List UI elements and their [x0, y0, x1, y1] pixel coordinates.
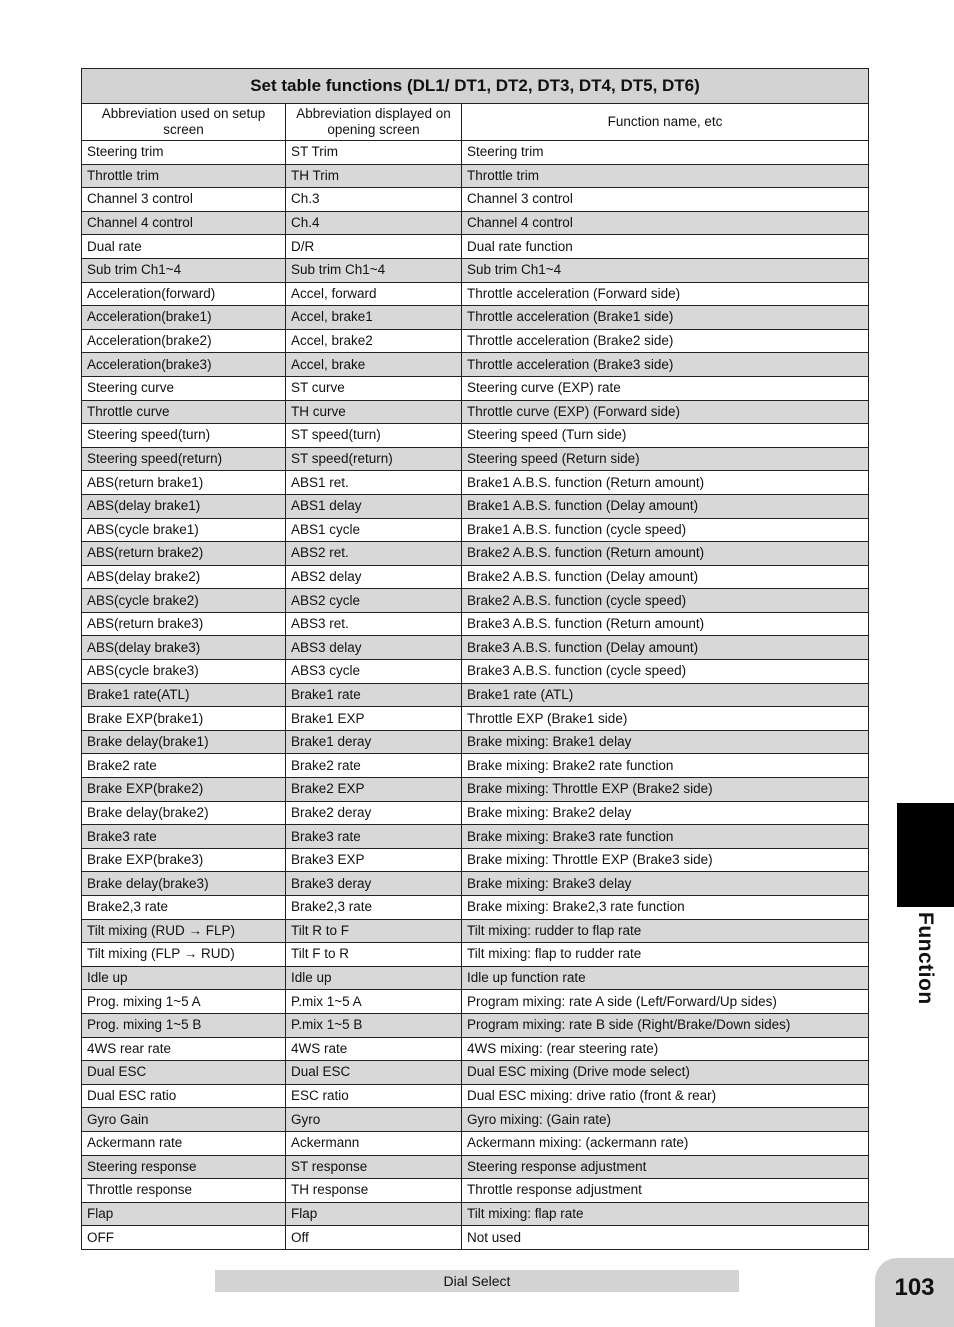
- footer-section-label: Dial Select: [215, 1270, 739, 1292]
- cell-opening-abbreviation: 4WS rate: [286, 1037, 462, 1061]
- table-row: [82, 990, 869, 1014]
- cell-setup-abbreviation: Brake2,3 rate: [82, 896, 286, 920]
- cell-opening-abbreviation: Accel, forward: [286, 282, 462, 306]
- header-opening-abbreviation: Abbreviation displayed on opening screen: [286, 104, 462, 141]
- table-row: [82, 141, 869, 165]
- cell-function-name: Brake2 A.B.S. function (Delay amount): [462, 565, 869, 589]
- cell-function-name: Not used: [462, 1226, 869, 1250]
- cell-setup-abbreviation: Dual ESC ratio: [82, 1084, 286, 1108]
- cell-opening-abbreviation: Brake3 deray: [286, 872, 462, 896]
- table-row: [82, 258, 869, 282]
- table-title: Set table functions (DL1/ DT1, DT2, DT3, DT4, DT5, DT6): [82, 69, 869, 104]
- cell-setup-abbreviation: Sub trim Ch1~4: [82, 258, 286, 282]
- cell-setup-abbreviation: Steering trim: [82, 141, 286, 165]
- cell-setup-abbreviation: Gyro Gain: [82, 1108, 286, 1132]
- cell-function-name: Gyro mixing: (Gain rate): [462, 1108, 869, 1132]
- table-row: [82, 235, 869, 259]
- cell-opening-abbreviation: Brake1 deray: [286, 730, 462, 754]
- table-row: [82, 211, 869, 235]
- cell-opening-abbreviation: Brake2 rate: [286, 754, 462, 778]
- cell-setup-abbreviation: ABS(cycle brake1): [82, 518, 286, 542]
- cell-opening-abbreviation: Brake2,3 rate: [286, 896, 462, 920]
- cell-function-name: Tilt mixing: rudder to flap rate: [462, 919, 869, 943]
- cell-function-name: Tilt mixing: flap rate: [462, 1202, 869, 1226]
- cell-function-name: Throttle response adjustment: [462, 1179, 869, 1203]
- table-row: [82, 1061, 869, 1085]
- cell-function-name: Steering curve (EXP) rate: [462, 376, 869, 400]
- table-row: [82, 730, 869, 754]
- cell-opening-abbreviation: ST curve: [286, 376, 462, 400]
- cell-opening-abbreviation: D/R: [286, 235, 462, 259]
- cell-opening-abbreviation: ABS1 cycle: [286, 518, 462, 542]
- cell-opening-abbreviation: Accel, brake1: [286, 306, 462, 330]
- cell-setup-abbreviation: Prog. mixing 1~5 B: [82, 1013, 286, 1037]
- cell-setup-abbreviation: Channel 4 control: [82, 211, 286, 235]
- cell-function-name: Brake mixing: Brake1 delay: [462, 730, 869, 754]
- table-row: [82, 1226, 869, 1250]
- cell-function-name: Dual ESC mixing (Drive mode select): [462, 1061, 869, 1085]
- cell-function-name: Channel 3 control: [462, 188, 869, 212]
- cell-function-name: Sub trim Ch1~4: [462, 258, 869, 282]
- table-row: [82, 1084, 869, 1108]
- cell-function-name: Brake2 A.B.S. function (Return amount): [462, 542, 869, 566]
- function-table-container: [81, 68, 868, 1250]
- table-row: [82, 919, 869, 943]
- cell-function-name: Brake mixing: Brake2 delay: [462, 801, 869, 825]
- cell-setup-abbreviation: Idle up: [82, 966, 286, 990]
- header-setup-abbreviation: Abbreviation used on setup screen: [82, 104, 286, 141]
- table-row: [82, 1179, 869, 1203]
- cell-setup-abbreviation: ABS(delay brake1): [82, 494, 286, 518]
- table-row: [82, 424, 869, 448]
- cell-opening-abbreviation: ABS2 delay: [286, 565, 462, 589]
- cell-function-name: Throttle acceleration (Forward side): [462, 282, 869, 306]
- cell-setup-abbreviation: ABS(delay brake3): [82, 636, 286, 660]
- cell-setup-abbreviation: Flap: [82, 1202, 286, 1226]
- table-row: [82, 589, 869, 613]
- cell-setup-abbreviation: ABS(return brake2): [82, 542, 286, 566]
- table-row: [82, 825, 869, 849]
- cell-opening-abbreviation: TH response: [286, 1179, 462, 1203]
- cell-function-name: Brake1 A.B.S. function (Return amount): [462, 471, 869, 495]
- table-row: [82, 754, 869, 778]
- cell-function-name: Brake mixing: Brake2 rate function: [462, 754, 869, 778]
- cell-opening-abbreviation: Flap: [286, 1202, 462, 1226]
- table-row: [82, 282, 869, 306]
- cell-function-name: Program mixing: rate A side (Left/Forward/Up sides): [462, 990, 869, 1014]
- table-row: [82, 447, 869, 471]
- cell-opening-abbreviation: ST speed(turn): [286, 424, 462, 448]
- cell-opening-abbreviation: Off: [286, 1226, 462, 1250]
- cell-opening-abbreviation: ABS3 delay: [286, 636, 462, 660]
- cell-setup-abbreviation: Channel 3 control: [82, 188, 286, 212]
- cell-setup-abbreviation: ABS(delay brake2): [82, 565, 286, 589]
- table-row: [82, 518, 869, 542]
- section-tab-marker: [897, 803, 954, 907]
- cell-setup-abbreviation: Brake2 rate: [82, 754, 286, 778]
- cell-opening-abbreviation: Accel, brake2: [286, 329, 462, 353]
- cell-function-name: Steering response adjustment: [462, 1155, 869, 1179]
- table-row: [82, 872, 869, 896]
- cell-setup-abbreviation: 4WS rear rate: [82, 1037, 286, 1061]
- table-row: [82, 494, 869, 518]
- cell-function-name: Brake1 A.B.S. function (Delay amount): [462, 494, 869, 518]
- cell-opening-abbreviation: Brake1 rate: [286, 683, 462, 707]
- cell-opening-abbreviation: Brake3 EXP: [286, 848, 462, 872]
- cell-setup-abbreviation: Throttle curve: [82, 400, 286, 424]
- cell-opening-abbreviation: Gyro: [286, 1108, 462, 1132]
- table-row: [82, 848, 869, 872]
- cell-function-name: Throttle acceleration (Brake2 side): [462, 329, 869, 353]
- cell-function-name: Dual ESC mixing: drive ratio (front & rear): [462, 1084, 869, 1108]
- cell-setup-abbreviation: Prog. mixing 1~5 A: [82, 990, 286, 1014]
- cell-opening-abbreviation: ST response: [286, 1155, 462, 1179]
- table-row: [82, 1131, 869, 1155]
- cell-function-name: Brake3 A.B.S. function (Delay amount): [462, 636, 869, 660]
- page-number: 103: [894, 1274, 935, 1301]
- cell-opening-abbreviation: Tilt R to F: [286, 919, 462, 943]
- cell-setup-abbreviation: Brake delay(brake1): [82, 730, 286, 754]
- cell-opening-abbreviation: Dual ESC: [286, 1061, 462, 1085]
- table-row: [82, 896, 869, 920]
- cell-function-name: Throttle acceleration (Brake1 side): [462, 306, 869, 330]
- header-function-name: Function name, etc: [462, 104, 869, 141]
- cell-opening-abbreviation: Brake1 EXP: [286, 707, 462, 731]
- cell-opening-abbreviation: ESC ratio: [286, 1084, 462, 1108]
- cell-opening-abbreviation: P.mix 1~5 A: [286, 990, 462, 1014]
- table-row: [82, 801, 869, 825]
- cell-setup-abbreviation: Throttle response: [82, 1179, 286, 1203]
- cell-setup-abbreviation: Brake1 rate(ATL): [82, 683, 286, 707]
- cell-opening-abbreviation: ABS1 ret.: [286, 471, 462, 495]
- cell-opening-abbreviation: Brake2 EXP: [286, 778, 462, 802]
- cell-opening-abbreviation: ABS3 ret.: [286, 612, 462, 636]
- table-body: [82, 141, 869, 1250]
- cell-setup-abbreviation: Dual ESC: [82, 1061, 286, 1085]
- table-row: [82, 400, 869, 424]
- table-row: [82, 471, 869, 495]
- table-row: [82, 636, 869, 660]
- cell-function-name: Steering trim: [462, 141, 869, 165]
- cell-opening-abbreviation: ST Trim: [286, 141, 462, 165]
- cell-setup-abbreviation: Brake EXP(brake3): [82, 848, 286, 872]
- table-row: [82, 1202, 869, 1226]
- cell-function-name: Throttle EXP (Brake1 side): [462, 707, 869, 731]
- cell-function-name: Throttle curve (EXP) (Forward side): [462, 400, 869, 424]
- cell-function-name: Throttle acceleration (Brake3 side): [462, 353, 869, 377]
- cell-function-name: Brake mixing: Throttle EXP (Brake3 side): [462, 848, 869, 872]
- cell-function-name: Brake3 A.B.S. function (cycle speed): [462, 660, 869, 684]
- table-row: [82, 1013, 869, 1037]
- cell-function-name: Brake mixing: Brake3 delay: [462, 872, 869, 896]
- cell-opening-abbreviation: Brake2 deray: [286, 801, 462, 825]
- cell-function-name: Brake1 A.B.S. function (cycle speed): [462, 518, 869, 542]
- cell-setup-abbreviation: Brake3 rate: [82, 825, 286, 849]
- cell-opening-abbreviation: Brake3 rate: [286, 825, 462, 849]
- table-row: [82, 565, 869, 589]
- cell-opening-abbreviation: ABS2 ret.: [286, 542, 462, 566]
- cell-setup-abbreviation: Acceleration(forward): [82, 282, 286, 306]
- cell-function-name: Dual rate function: [462, 235, 869, 259]
- cell-opening-abbreviation: Sub trim Ch1~4: [286, 258, 462, 282]
- cell-opening-abbreviation: TH Trim: [286, 164, 462, 188]
- cell-setup-abbreviation: OFF: [82, 1226, 286, 1250]
- cell-function-name: Brake3 A.B.S. function (Return amount): [462, 612, 869, 636]
- cell-function-name: Channel 4 control: [462, 211, 869, 235]
- table-row: [82, 306, 869, 330]
- cell-function-name: Brake1 rate (ATL): [462, 683, 869, 707]
- cell-setup-abbreviation: Steering speed(return): [82, 447, 286, 471]
- cell-opening-abbreviation: Accel, brake: [286, 353, 462, 377]
- cell-function-name: Steering speed (Return side): [462, 447, 869, 471]
- cell-function-name: Brake mixing: Brake3 rate function: [462, 825, 869, 849]
- table-row: [82, 660, 869, 684]
- cell-setup-abbreviation: Brake delay(brake2): [82, 801, 286, 825]
- cell-setup-abbreviation: Acceleration(brake1): [82, 306, 286, 330]
- cell-opening-abbreviation: Ch.3: [286, 188, 462, 212]
- cell-opening-abbreviation: ABS3 cycle: [286, 660, 462, 684]
- cell-opening-abbreviation: ST speed(return): [286, 447, 462, 471]
- table-row: [82, 1108, 869, 1132]
- table-row: [82, 329, 869, 353]
- cell-function-name: Brake2 A.B.S. function (cycle speed): [462, 589, 869, 613]
- table-row: [82, 188, 869, 212]
- cell-opening-abbreviation: Idle up: [286, 966, 462, 990]
- section-tab-label: Function: [914, 912, 937, 1005]
- cell-setup-abbreviation: Brake EXP(brake2): [82, 778, 286, 802]
- table-row: [82, 683, 869, 707]
- cell-setup-abbreviation: ABS(cycle brake3): [82, 660, 286, 684]
- table-row: [82, 966, 869, 990]
- cell-setup-abbreviation: Tilt mixing (FLP → RUD): [82, 943, 286, 967]
- cell-function-name: Throttle trim: [462, 164, 869, 188]
- cell-function-name: Tilt mixing: flap to rudder rate: [462, 943, 869, 967]
- cell-setup-abbreviation: Ackermann rate: [82, 1131, 286, 1155]
- cell-setup-abbreviation: Throttle trim: [82, 164, 286, 188]
- cell-setup-abbreviation: Steering speed(turn): [82, 424, 286, 448]
- cell-function-name: Brake mixing: Brake2,3 rate function: [462, 896, 869, 920]
- table-row: [82, 353, 869, 377]
- table-row: [82, 164, 869, 188]
- table-row: [82, 707, 869, 731]
- cell-opening-abbreviation: Ackermann: [286, 1131, 462, 1155]
- cell-function-name: Program mixing: rate B side (Right/Brake/Down sides): [462, 1013, 869, 1037]
- cell-function-name: Idle up function rate: [462, 966, 869, 990]
- cell-setup-abbreviation: ABS(cycle brake2): [82, 589, 286, 613]
- cell-setup-abbreviation: Brake delay(brake3): [82, 872, 286, 896]
- cell-setup-abbreviation: Acceleration(brake2): [82, 329, 286, 353]
- cell-setup-abbreviation: Brake EXP(brake1): [82, 707, 286, 731]
- cell-opening-abbreviation: ABS2 cycle: [286, 589, 462, 613]
- cell-opening-abbreviation: Tilt F to R: [286, 943, 462, 967]
- cell-function-name: Brake mixing: Throttle EXP (Brake2 side): [462, 778, 869, 802]
- cell-setup-abbreviation: Dual rate: [82, 235, 286, 259]
- cell-setup-abbreviation: Acceleration(brake3): [82, 353, 286, 377]
- cell-function-name: 4WS mixing: (rear steering rate): [462, 1037, 869, 1061]
- cell-setup-abbreviation: ABS(return brake3): [82, 612, 286, 636]
- table-row: [82, 1155, 869, 1179]
- cell-opening-abbreviation: TH curve: [286, 400, 462, 424]
- table-row: [82, 376, 869, 400]
- cell-function-name: Ackermann mixing: (ackermann rate): [462, 1131, 869, 1155]
- table-row: [82, 943, 869, 967]
- table-row: [82, 542, 869, 566]
- cell-setup-abbreviation: Tilt mixing (RUD → FLP): [82, 919, 286, 943]
- table-row: [82, 778, 869, 802]
- cell-opening-abbreviation: Ch.4: [286, 211, 462, 235]
- cell-setup-abbreviation: ABS(return brake1): [82, 471, 286, 495]
- table-row: [82, 612, 869, 636]
- cell-function-name: Steering speed (Turn side): [462, 424, 869, 448]
- table-row: [82, 1037, 869, 1061]
- set-table-functions: [81, 68, 869, 1250]
- cell-opening-abbreviation: P.mix 1~5 B: [286, 1013, 462, 1037]
- cell-setup-abbreviation: Steering curve: [82, 376, 286, 400]
- cell-setup-abbreviation: Steering response: [82, 1155, 286, 1179]
- cell-opening-abbreviation: ABS1 delay: [286, 494, 462, 518]
